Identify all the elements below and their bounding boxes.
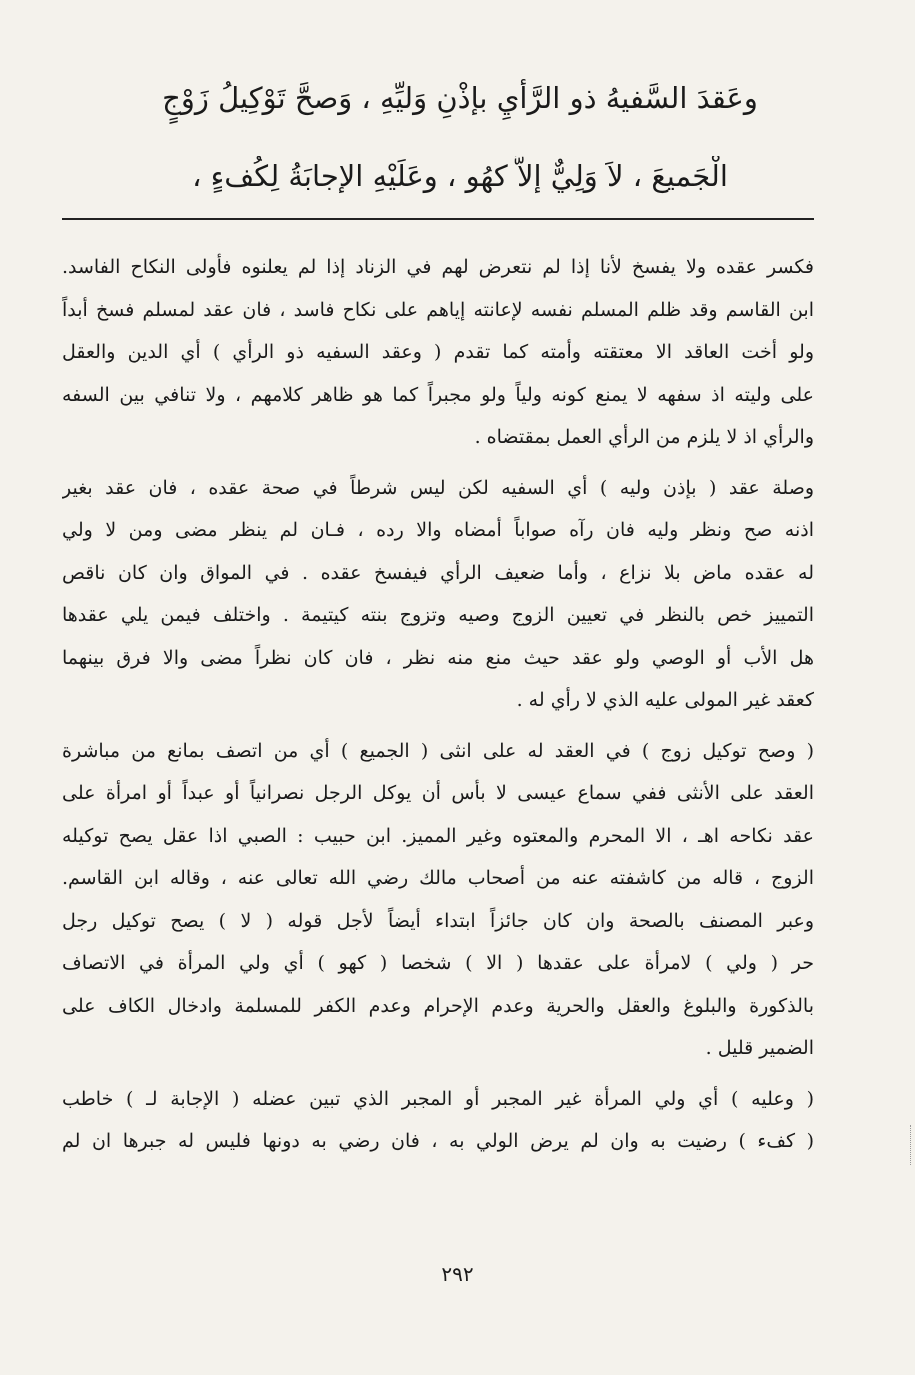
text-line: هل الأب أو الوصي ولو عقد حيث منع منه نظر ، فان كان نظراً مضى والا فرق بينهما	[62, 646, 814, 669]
text-line: ولو أخت العاقد الا معتقته وأمته كما تقدم ( وعقد السفيه ذو الرأي ) أي الدين والعقل	[62, 341, 814, 363]
commentary-paragraph-3	[62, 730, 814, 1070]
text-line: كعقد غير المولى عليه الذي لا رأي له .	[516, 689, 814, 711]
text-line: وصلة عقد ( بإذن وليه ) أي السفيه لكن ليس شرطاً في صحة عقده ، فان عقد بغير	[62, 476, 814, 499]
text-line: الزوج ، قاله من كاشفته عنه من أصحاب مالك رضي الله تعالى عنه ، وقاله ابن القاسم.	[62, 867, 814, 889]
text-line: ( وصح توكيل زوج ) في العقد له على انثى ( الجميع ) أي من اتصف بمانع من مباشرة	[62, 739, 814, 762]
matn-line-2: الْجَميعَ ، لاَ وَلِيٌّ إلاَّ كهُو ، وعَلَيْهِ الإجابَةُ لِكُفءٍ ،	[192, 159, 728, 193]
text-line: له عقده ماض بلا نزاع ، وأما ضعيف الرأي فيفسخ عقده . في المواق وان كان ناقص	[62, 561, 814, 584]
text-line: ( كفء ) رضيت به وان لم يرض الولي به ، فان رضي به دونها فليس له جبرها ان لم	[62, 1130, 814, 1152]
matn-line-1: وعَقدَ السَّفيهُ ذو الرَّأيِ بإذْنِ وَليِّهِ ، وَصحَّ تَوْكِيلُ زَوْجٍ	[162, 81, 758, 115]
text-line: ابن القاسم وقد ظلم المسلم نفسه لإعانته إياهم على نكاح فاسد ، فان عقد لمسلم فسخ أبداً	[62, 298, 814, 321]
text-line: بالذكورة والبلوغ والعقل والحرية وعدم الإحرام وعدم الكفر للمسلمة وادخال الكاف على	[62, 994, 814, 1017]
commentary-text	[62, 246, 814, 1163]
text-line: وعبر المصنف بالصحة وان كان جائزاً ابتداء أيضاً لأجل قوله ( لا ) يصح توكيل رجل	[62, 909, 814, 932]
text-line: ( وعليه ) أي ولي المرأة غير المجبر أو المجبر الذي تبين عضله ( الإجابة لـ ) خاطب	[62, 1087, 814, 1110]
page-number: ٢٩٢	[441, 1262, 474, 1286]
text-line: العقد على الأنثى ففي سماع عيسى لا بأس أن يوكل الرجل نصرانياً أو عبداً أو امرأة على	[62, 782, 814, 804]
text-line: فكسر عقده ولا يفسخ لأنا إذا لم نتعرض لهم في الزناد إذا لم يعلنوه فأولى النكاح الفاسد.	[62, 256, 814, 278]
commentary-paragraph-4	[62, 1078, 814, 1163]
text-line: الضمير قليل .	[705, 1037, 814, 1059]
text-line: اذنه صح ونظر وليه فان رآه صواباً أمضاه والا رده ، فـان لم ينظر مضى ومن لا ولي	[62, 519, 814, 541]
matn-verse	[120, 78, 800, 234]
text-line: التمييز خص بالنظر في تعيين الزوج وصيه وتزوج بنته كيتيمة . واختلف فيمن يلي عقدها	[62, 604, 814, 626]
text-line: حر ( ولي ) لامرأة على عقدها ( الا ) شخصا ( كهو ) أي ولي المرأة في الاتصاف	[62, 952, 814, 974]
text-line: والرأي اذ لا يلزم من الرأي العمل بمقتضاه .	[474, 426, 814, 448]
text-line: عقد نكاحه اهـ ، الا المحرم والمعتوه وغير المميز. ابن حبيب : الصبي اذا عقل يصح توكيله	[62, 824, 814, 847]
page-edge-mark	[904, 1125, 911, 1165]
separator-rule	[62, 218, 814, 220]
text-line: على وليته اذ سفهه لا يمنع كونه ولياً ولو مجبراً كما هو ظاهر كلامهم ، ولا تنافي بين السفه	[62, 383, 814, 406]
commentary-paragraph-1	[62, 246, 814, 459]
commentary-paragraph-2	[62, 467, 814, 722]
